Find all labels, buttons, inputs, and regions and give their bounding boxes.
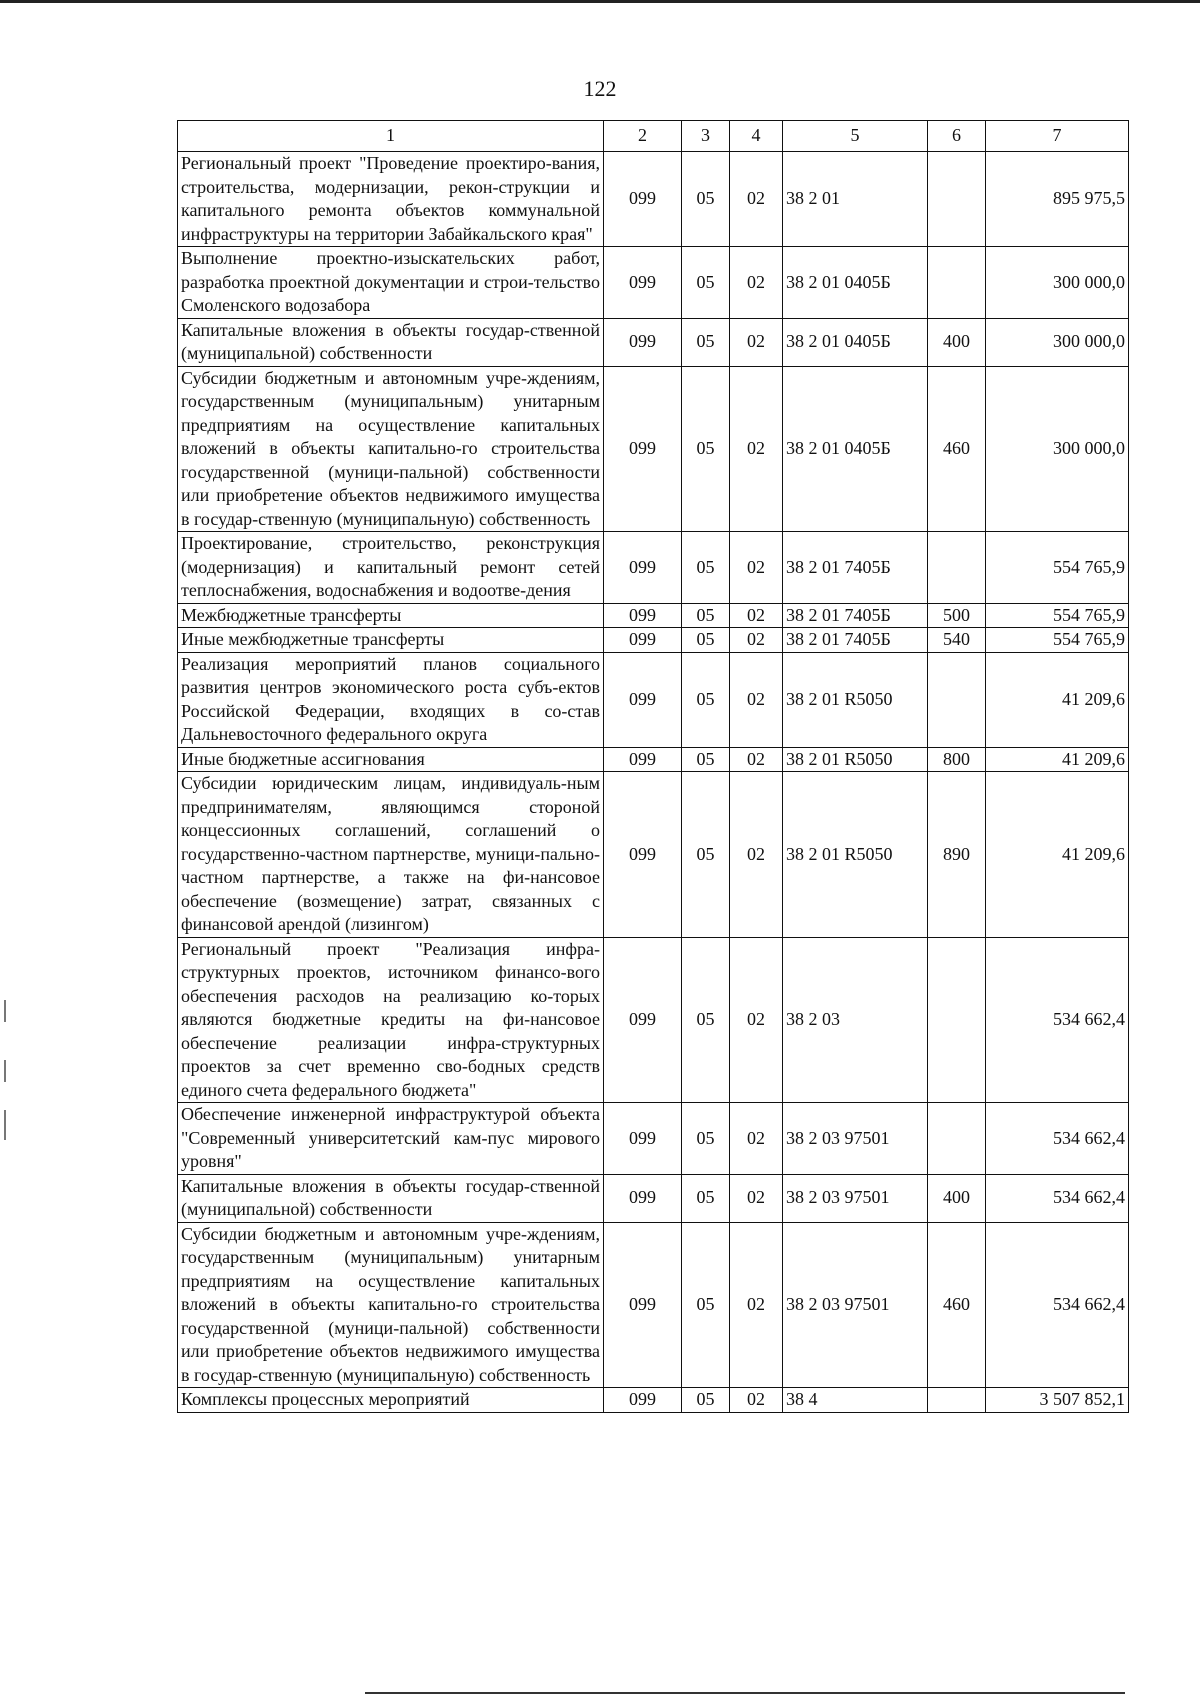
row-description: Обеспечение инженерной инфраструктурой объекта "Современный университетский кам-пус мирового уровня" (178, 1103, 604, 1175)
column-header: 6 (928, 121, 986, 152)
row-description: Иные межбюджетные трансферты (178, 628, 604, 653)
column-header: 1 (178, 121, 604, 152)
column-header: 3 (682, 121, 730, 152)
cell-expense-type: 400 (928, 1174, 986, 1222)
cell-subsection-code: 02 (730, 772, 783, 938)
cell-amount: 300 000,0 (986, 318, 1129, 366)
cell-section-code: 05 (682, 1174, 730, 1222)
cell-section-code: 05 (682, 318, 730, 366)
row-description: Капитальные вложения в объекты государ-ственной (муниципальной) собственности (178, 318, 604, 366)
cell-section-code: 05 (682, 152, 730, 247)
cell-amount: 534 662,4 (986, 1174, 1129, 1222)
table-row (178, 1174, 1129, 1222)
cell-amount: 41 209,6 (986, 652, 1129, 747)
cell-amount: 41 209,6 (986, 747, 1129, 772)
table-row (178, 772, 1129, 938)
row-description: Межбюджетные трансферты (178, 603, 604, 628)
table-row (178, 1388, 1129, 1413)
table-row (178, 628, 1129, 653)
cell-grbs-code: 099 (604, 1174, 682, 1222)
cell-amount: 534 662,4 (986, 1222, 1129, 1388)
column-header: 7 (986, 121, 1129, 152)
cell-amount: 534 662,4 (986, 937, 1129, 1103)
cell-section-code: 05 (682, 747, 730, 772)
cell-amount: 554 765,9 (986, 532, 1129, 604)
cell-subsection-code: 02 (730, 603, 783, 628)
cell-target-article: 38 2 03 97501 (783, 1222, 928, 1388)
row-description: Комплексы процессных мероприятий (178, 1388, 604, 1413)
cell-section-code: 05 (682, 937, 730, 1103)
cell-expense-type: 460 (928, 1222, 986, 1388)
table-row (178, 1222, 1129, 1388)
cell-amount: 554 765,9 (986, 603, 1129, 628)
scan-mark (4, 1110, 6, 1140)
cell-section-code: 05 (682, 532, 730, 604)
cell-subsection-code: 02 (730, 628, 783, 653)
cell-subsection-code: 02 (730, 1222, 783, 1388)
table-row (178, 937, 1129, 1103)
cell-expense-type: 890 (928, 772, 986, 938)
cell-target-article: 38 2 01 7405Б (783, 603, 928, 628)
cell-expense-type: 460 (928, 366, 986, 532)
cell-grbs-code: 099 (604, 366, 682, 532)
cell-section-code: 05 (682, 603, 730, 628)
table-row (178, 603, 1129, 628)
column-header: 4 (730, 121, 783, 152)
cell-grbs-code: 099 (604, 152, 682, 247)
cell-section-code: 05 (682, 366, 730, 532)
cell-section-code: 05 (682, 628, 730, 653)
cell-target-article: 38 2 01 7405Б (783, 532, 928, 604)
cell-subsection-code: 02 (730, 1388, 783, 1413)
cell-grbs-code: 099 (604, 652, 682, 747)
cell-section-code: 05 (682, 1388, 730, 1413)
scan-mark (4, 1000, 6, 1022)
cell-subsection-code: 02 (730, 366, 783, 532)
cell-expense-type (928, 652, 986, 747)
cell-subsection-code: 02 (730, 318, 783, 366)
scan-mark (4, 1060, 6, 1082)
row-description: Региональный проект "Реализация инфра-структурных проектов, источником финансо-вого обеспечения расходов на реализацию ко-торых являются бюджетные кредиты на фи-нансовое обеспечение реализации инфра-структурных проектов за счет временно сво-бодных средств единого счета федерального бюджета" (178, 937, 604, 1103)
cell-amount: 534 662,4 (986, 1103, 1129, 1175)
cell-grbs-code: 099 (604, 628, 682, 653)
cell-amount: 41 209,6 (986, 772, 1129, 938)
cell-expense-type: 400 (928, 318, 986, 366)
cell-target-article: 38 2 01 (783, 152, 928, 247)
cell-section-code: 05 (682, 1103, 730, 1175)
cell-target-article: 38 2 01 R5050 (783, 747, 928, 772)
cell-grbs-code: 099 (604, 532, 682, 604)
table-row (178, 652, 1129, 747)
cell-grbs-code: 099 (604, 1103, 682, 1175)
cell-target-article: 38 2 01 R5050 (783, 772, 928, 938)
cell-section-code: 05 (682, 247, 730, 319)
cell-amount: 3 507 852,1 (986, 1388, 1129, 1413)
cell-grbs-code: 099 (604, 318, 682, 366)
header-row (178, 121, 1129, 152)
column-header: 2 (604, 121, 682, 152)
row-description: Субсидии бюджетным и автономным учре-ждениям, государственным (муниципальным) унитарным предприятиям на осуществление капитальных вложений в объекты капитально-го строительства государственной (муници-пальной) собственности или приобретение объектов недвижимого имущества в государ-ственную (муниципальную) собственность (178, 1222, 604, 1388)
row-description: Иные бюджетные ассигнования (178, 747, 604, 772)
row-description: Субсидии бюджетным и автономным учре-ждениям, государственным (муниципальным) унитарным предприятиям на осуществление капитальных вложений в объекты капитально-го строительства государственной (муници-пальной) собственности или приобретение объектов недвижимого имущества в государ-ственную (муниципальную) собственность (178, 366, 604, 532)
cell-grbs-code: 099 (604, 747, 682, 772)
cell-target-article: 38 2 03 97501 (783, 1174, 928, 1222)
cell-target-article: 38 4 (783, 1388, 928, 1413)
table-row (178, 247, 1129, 319)
cell-expense-type: 540 (928, 628, 986, 653)
cell-subsection-code: 02 (730, 152, 783, 247)
cell-target-article: 38 2 01 7405Б (783, 628, 928, 653)
cell-target-article: 38 2 01 R5050 (783, 652, 928, 747)
cell-subsection-code: 02 (730, 652, 783, 747)
table-row (178, 152, 1129, 247)
column-header: 5 (783, 121, 928, 152)
cell-target-article: 38 2 01 0405Б (783, 318, 928, 366)
cell-grbs-code: 099 (604, 1388, 682, 1413)
cell-target-article: 38 2 01 0405Б (783, 247, 928, 319)
cell-amount: 554 765,9 (986, 628, 1129, 653)
cell-grbs-code: 099 (604, 772, 682, 938)
cell-expense-type (928, 247, 986, 319)
table-row (178, 366, 1129, 532)
cell-amount: 300 000,0 (986, 247, 1129, 319)
scan-border-top (0, 0, 1200, 3)
cell-grbs-code: 099 (604, 1222, 682, 1388)
row-description: Реализация мероприятий планов социального развития центров экономического роста субъ-ектов Российской Федерации, входящих в со-став Дальневосточного федерального округа (178, 652, 604, 747)
row-description: Выполнение проектно-изыскательских работ, разработка проектной документации и строи-тельство Смоленского водозабора (178, 247, 604, 319)
cell-target-article: 38 2 03 (783, 937, 928, 1103)
row-description: Субсидии юридическим лицам, индивидуаль-ным предпринимателям, являющимся стороной концессионных соглашений, соглашений о государственно-частном партнерстве, муници-пально-частном партнерстве, а также на фи-нансовое обеспечение (возмещение) затрат, связанных с финансовой арендой (лизингом) (178, 772, 604, 938)
cell-target-article: 38 2 01 0405Б (783, 366, 928, 532)
cell-grbs-code: 099 (604, 603, 682, 628)
cell-expense-type (928, 532, 986, 604)
cell-subsection-code: 02 (730, 532, 783, 604)
page-number: 122 (583, 76, 617, 101)
cell-section-code: 05 (682, 652, 730, 747)
scan-border-bottom (365, 1692, 1125, 1694)
table-row (178, 747, 1129, 772)
cell-expense-type (928, 1103, 986, 1175)
table-row (178, 532, 1129, 604)
cell-expense-type (928, 1388, 986, 1413)
cell-section-code: 05 (682, 1222, 730, 1388)
row-description: Капитальные вложения в объекты государ-ственной (муниципальной) собственности (178, 1174, 604, 1222)
cell-subsection-code: 02 (730, 247, 783, 319)
cell-section-code: 05 (682, 772, 730, 938)
table-row (178, 1103, 1129, 1175)
cell-expense-type: 500 (928, 603, 986, 628)
cell-expense-type (928, 152, 986, 247)
cell-subsection-code: 02 (730, 1103, 783, 1175)
row-description: Проектирование, строительство, реконструкция (модернизация) и капитальный ремонт сетей теплоснабжения, водоснабжения и водоотве-дения (178, 532, 604, 604)
row-description: Региональный проект "Проведение проектиро-вания, строительства, модернизации, рекон-струкции и капитального ремонта объектов коммунальной инфраструктуры на территории Забайкальского края" (178, 152, 604, 247)
cell-amount: 300 000,0 (986, 366, 1129, 532)
table-row (178, 318, 1129, 366)
cell-expense-type (928, 937, 986, 1103)
cell-subsection-code: 02 (730, 1174, 783, 1222)
cell-grbs-code: 099 (604, 937, 682, 1103)
cell-subsection-code: 02 (730, 937, 783, 1103)
budget-table (177, 120, 1129, 1413)
cell-subsection-code: 02 (730, 747, 783, 772)
cell-expense-type: 800 (928, 747, 986, 772)
cell-amount: 895 975,5 (986, 152, 1129, 247)
cell-grbs-code: 099 (604, 247, 682, 319)
cell-target-article: 38 2 03 97501 (783, 1103, 928, 1175)
